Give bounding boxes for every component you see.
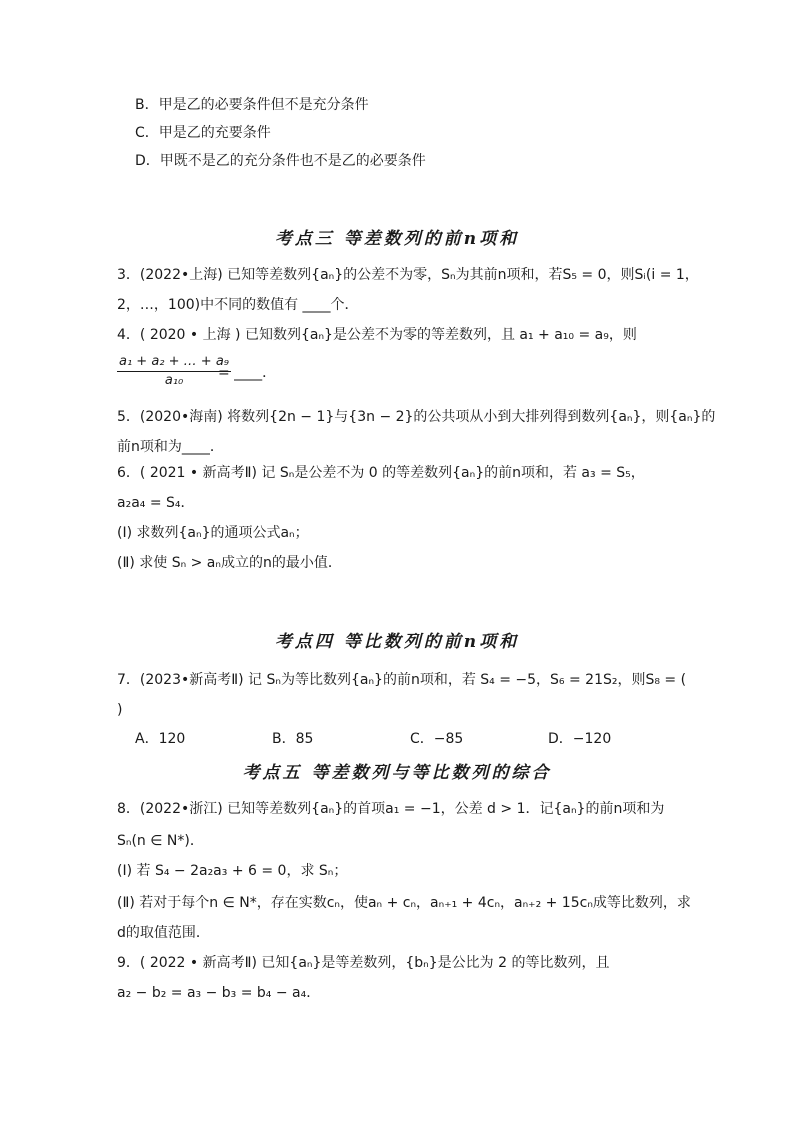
- question-7-line-1: 7．(2023•新高考Ⅱ) 记 Sₙ为等比数列{aₙ}的前n项和，若 S₄ = −5，S₆ = 21S₂，则S₈ = (: [117, 672, 687, 688]
- section-heading-3: 考点三 等差数列的前n项和: [274, 229, 520, 249]
- question-8-part-1: (Ⅰ) 若 S₄ − 2a₂a₃ + 6 = 0，求 Sₙ；: [117, 863, 348, 879]
- question-6-part-2: (Ⅱ) 求使 Sₙ > aₙ成立的n的最小值．: [117, 555, 342, 571]
- question-8-part-2: (Ⅱ) 若对于每个n ∈ N*，存在实数cₙ，使aₙ + cₙ，aₙ₊₁ + 4cₙ，aₙ₊₂ + 15cₙ成等比数列，求: [117, 895, 691, 911]
- question-5-line-2: 前n项和为____．: [117, 439, 224, 455]
- question-4-answer-blank: = ____．: [218, 365, 277, 381]
- question-6-part-1: (Ⅰ) 求数列{aₙ}的通项公式aₙ；: [117, 525, 309, 541]
- question-3-line-1: 3．(2022•上海) 已知等差数列{aₙ}的公差不为零，Sₙ为其前n项和，若S₅ = 0，则Sᵢ(i = 1，: [117, 267, 699, 283]
- question-9-line-1: 9．( 2022 • 新高考Ⅱ) 已知{aₙ}是等差数列，{bₙ}是公比为 2 的等比数列，且: [117, 955, 610, 971]
- fraction-denominator: a₁₀: [164, 373, 184, 388]
- question-4-fraction: [117, 354, 231, 389]
- question-5-line-1: 5．(2020•海南) 将数列{2n − 1}与{3n − 2}的公共项从小到大排列得到数列{aₙ}，则{aₙ}的: [117, 409, 716, 425]
- question-9-line-2: a₂ − b₂ = a₃ − b₃ = b₄ − a₄．: [117, 985, 321, 1001]
- fraction-numerator: a₁ + a₂ + … + a₉: [117, 354, 231, 372]
- section-heading-4: 考点四 等比数列的前n项和: [274, 632, 520, 652]
- question-8-line-1: 8．(2022•浙江) 已知等差数列{aₙ}的首项a₁ = −1，公差 d > 1．记{aₙ}的前n项和为: [117, 801, 665, 817]
- section-heading-5: 考点五 等差数列与等比数列的综合: [242, 763, 552, 783]
- question-8-line-2: Sₙ(n ∈ N*)．: [117, 833, 204, 849]
- question-7-line-2: ): [117, 702, 123, 718]
- option-b: B．甲是乙的必要条件但不是充分条件: [135, 97, 369, 113]
- option-d: D．甲既不是乙的充分条件也不是乙的必要条件: [135, 153, 426, 169]
- question-3-line-2: 2，…，100)中不同的数值有 ____个．: [117, 297, 359, 313]
- question-8-line-5: d的取值范围．: [117, 925, 210, 941]
- question-6-line-1: 6．( 2021 • 新高考Ⅱ) 记 Sₙ是公差不为 0 的等差数列{aₙ}的前n项和，若 a₃ = S₅，: [117, 465, 645, 481]
- question-7-option-c: C．−85: [410, 731, 464, 747]
- question-7-option-a: A．120: [135, 731, 186, 747]
- question-7-option-d: D．−120: [548, 731, 612, 747]
- question-7-option-b: B．85: [272, 731, 314, 747]
- option-c: C．甲是乙的充要条件: [135, 125, 271, 141]
- question-6-line-2: a₂a₄ = S₄．: [117, 495, 195, 511]
- question-4-line-1: 4．( 2020 • 上海 ) 已知数列{aₙ}是公差不为零的等差数列，且 a₁ + a₁₀ = a₉，则: [117, 327, 637, 343]
